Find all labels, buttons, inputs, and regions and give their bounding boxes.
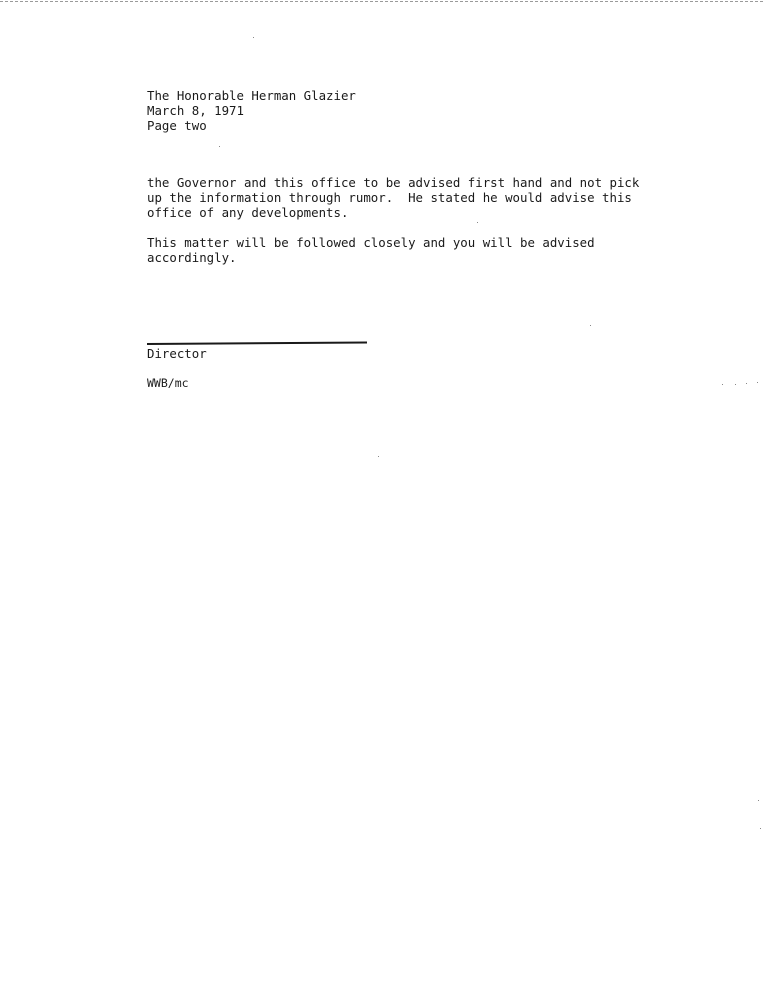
scan-speck: [378, 456, 379, 457]
page-number-line: Page two: [147, 118, 207, 133]
signature-title: Director: [147, 346, 207, 361]
scan-speck: [477, 222, 478, 223]
signature-line: [147, 341, 367, 345]
letter-page: [147, 88, 647, 391]
body-paragraph-2: [147, 235, 647, 265]
reference-initials: WWB/mc: [147, 376, 189, 390]
scan-speck: [219, 146, 220, 147]
scan-speck: [735, 384, 736, 385]
page-top-border: [0, 1, 763, 2]
scan-speck: [722, 384, 723, 385]
letter-header: [147, 88, 647, 133]
paragraph-line: accordingly.: [147, 250, 237, 265]
paragraph-line: This matter will be followed closely and you will be advised: [147, 235, 595, 250]
signature-block: [147, 343, 647, 361]
scan-speck: [757, 382, 758, 383]
paragraph-line: the Governor and this office to be advised first hand and not pick: [147, 175, 640, 190]
scan-speck: [590, 325, 591, 326]
scan-speck: [760, 828, 761, 829]
scan-speck: [746, 383, 747, 384]
paragraph-line: office of any developments.: [147, 205, 349, 220]
date-line: March 8, 1971: [147, 103, 244, 118]
scan-speck: [758, 800, 759, 801]
scan-speck: [253, 37, 254, 38]
recipient-line: The Honorable Herman Glazier: [147, 88, 356, 103]
paragraph-line: up the information through rumor. He stated he would advise this: [147, 190, 632, 205]
body-paragraph-1: [147, 175, 647, 220]
